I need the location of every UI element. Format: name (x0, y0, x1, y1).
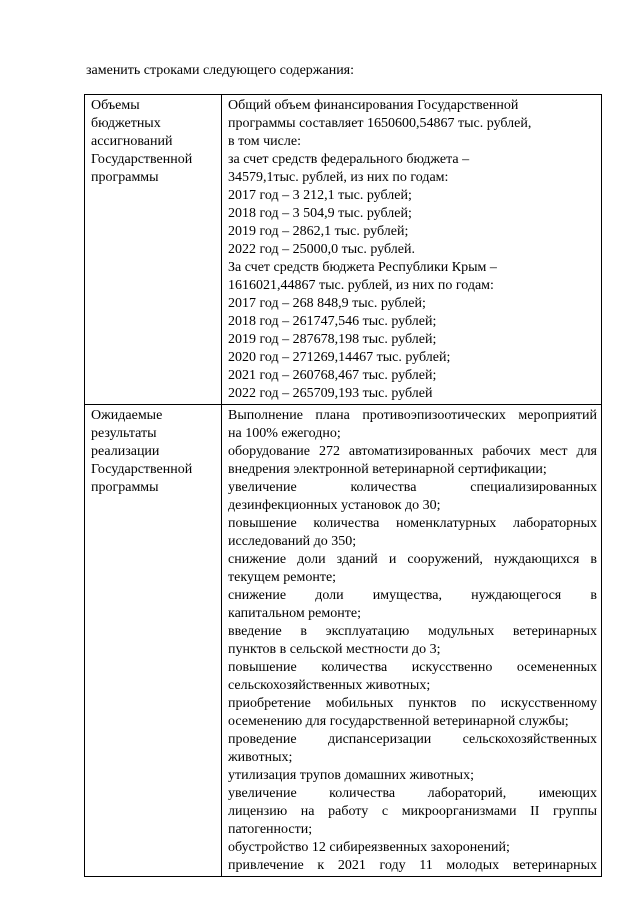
table-row-results (85, 405, 602, 877)
content-line: снижение доли зданий и сооружений, нуждающихся в (228, 552, 597, 567)
content-line: исследований до 350; (228, 534, 357, 549)
content-line: 2019 год – 2862,1 тыс. рублей; (228, 224, 409, 239)
label-line: бюджетных (91, 116, 161, 131)
content-line: 2019 год – 287678,198 тыс. рублей; (228, 332, 437, 347)
content-line: обустройство 12 сибиреязвенных захоронений; (228, 840, 510, 855)
content-line: пунктов в сельской местности до 3; (228, 642, 441, 657)
label-line: реализации (91, 444, 160, 459)
content-line: За счет средств бюджета Республики Крым – (228, 260, 497, 275)
content-line: текущем ремонте; (228, 570, 337, 585)
label-line: программы (91, 480, 159, 495)
content-line: капитальном ремонте; (228, 606, 361, 621)
content-line: животных; (228, 750, 293, 765)
content-line: 2021 год – 260768,467 тыс. рублей; (228, 368, 437, 383)
label-line: Объемы (91, 98, 140, 113)
content-line: 2017 год – 268 848,9 тыс. рублей; (228, 296, 426, 311)
content-line: в том числе: (228, 134, 301, 149)
label-line: программы (91, 170, 159, 185)
row-label-budget (85, 95, 222, 405)
content-line: 2022 год – 265709,193 тыс. рублей (228, 386, 433, 401)
content-line: на 100% ежегодно; (228, 426, 341, 441)
content-line: 2018 год – 261747,546 тыс. рублей; (228, 314, 437, 329)
content-line: повышение количества искусственно осемененных (228, 660, 597, 675)
content-line: лицензию на работу с микроорганизмами II группы (228, 804, 597, 819)
content-line: увеличение количества специализированных (228, 480, 597, 495)
content-line: 2017 год – 3 212,1 тыс. рублей; (228, 188, 412, 203)
content-line: программы составляет 1650600,54867 тыс. рублей, (228, 116, 532, 131)
results-text-block (228, 407, 597, 875)
content-line: повышение количества номенклатурных лабораторных (228, 516, 597, 531)
content-line: приобретение мобильных пунктов по искусственному (228, 696, 597, 711)
label-line: Государственной (91, 152, 193, 167)
content-line: Выполнение плана противоэпизоотических мероприятий (228, 408, 597, 423)
content-line: введение в эксплуатацию модульных ветеринарных (228, 624, 597, 639)
content-line: дезинфекционных установок до 30; (228, 498, 441, 513)
content-line: снижение доли имущества, нуждающегося в (228, 588, 597, 603)
content-line: оборудование 272 автоматизированных рабочих мест для (228, 444, 597, 459)
program-table (84, 94, 602, 877)
table-row-budget (85, 95, 602, 405)
intro-text: заменить строками следующего содержания: (86, 63, 355, 78)
content-line: 2022 год – 25000,0 тыс. рублей. (228, 242, 415, 257)
content-line: патогенности; (228, 822, 313, 837)
content-line: увеличение количества лабораторий, имеющих (228, 786, 597, 801)
content-line: сельскохозяйственных животных; (228, 678, 431, 693)
content-line: утилизация трупов домашних животных; (228, 768, 474, 783)
label-line: результаты (91, 426, 157, 441)
content-line: 34579,1тыс. рублей, из них по годам: (228, 170, 449, 185)
row-content-budget (222, 95, 602, 405)
content-line: осеменению для государственной ветеринарной службы; (228, 714, 569, 729)
row-label-results (85, 405, 222, 877)
label-line: Ожидаемые (91, 408, 163, 423)
content-line: 1616021,44867 тыс. рублей, из них по годам: (228, 278, 494, 293)
content-line: Общий объем финансирования Государственной (228, 98, 519, 113)
content-line: внедрения электронной ветеринарной сертификации; (228, 462, 547, 477)
content-line: 2020 год – 271269,14467 тыс. рублей; (228, 350, 451, 365)
content-line: 2018 год – 3 504,9 тыс. рублей; (228, 206, 412, 221)
content-line: проведение диспансеризации сельскохозяйственных (228, 732, 597, 747)
content-line: за счет средств федерального бюджета – (228, 152, 470, 167)
row-content-results (222, 405, 602, 877)
content-line: привлечение к 2021 году 11 молодых ветеринарных (228, 858, 597, 873)
label-line: Государственной (91, 462, 193, 477)
label-line: ассигнований (91, 134, 173, 149)
